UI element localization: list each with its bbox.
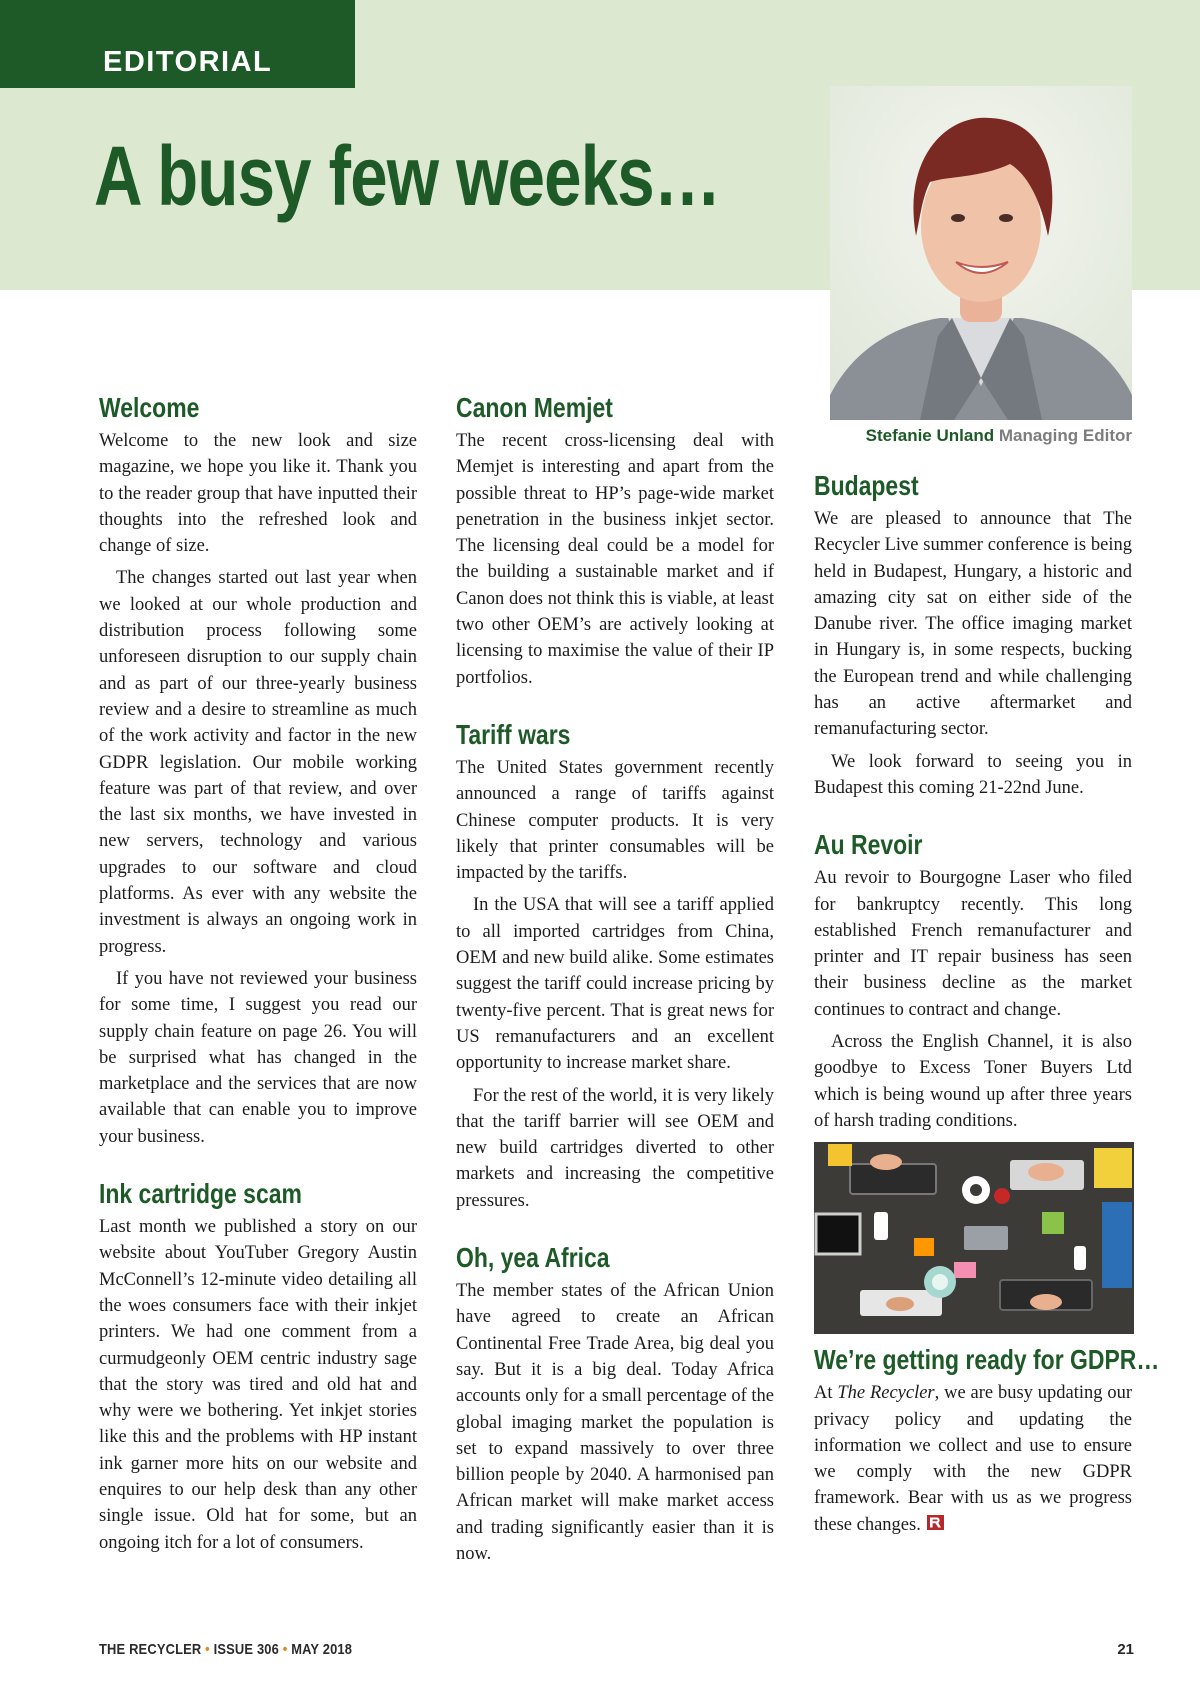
heading-africa: Oh, yea Africa xyxy=(456,1242,610,1274)
spacer xyxy=(814,807,1132,829)
footer-publication: THE RECYCLER xyxy=(99,1641,202,1658)
budapest-paragraph-2: We look forward to seeing you in Budapest this coming 21-22nd June. xyxy=(814,751,1132,798)
footer-separator: • xyxy=(282,1641,288,1658)
spacer xyxy=(456,697,774,719)
tariff-paragraph-2: In the USA that will see a tariff applied to all imported cartridges from China, OEM and new build alike. Some estimates suggest the tariff could increase pricing by twenty-five percent. That is great news for US remanufacturers and an excellent opportunity to increase market share. xyxy=(456,895,774,1074)
gdpr-paragraph xyxy=(814,1380,1132,1538)
spacer xyxy=(456,1220,774,1242)
editor-name: Stefanie Unland xyxy=(865,426,995,445)
heading-ink-scam: Ink cartridge scam xyxy=(99,1178,302,1210)
welcome-paragraph-2: The changes started out last year when we looked at our whole production and distribution process following some unforeseen disruption to our supply chain and as part of our three-yearly business review and a desire to streamline as much of the work activity and factor in the new GDPR legislation. Our mobile working feature was part of that review, and over the last six months, we have invested in new servers, technology and various upgrades to our software and cloud platforms. As ever with any website the investment is always an ongoing work in progress. xyxy=(99,568,417,957)
gdpr-body: , we are busy updating our privacy policy and updating the information we collect and use to ensure we comply with the new GDPR framework. Bear with us as we progress these changes. xyxy=(814,1383,1132,1535)
heading-gdpr: We’re getting ready for GDPR… xyxy=(814,1344,1160,1376)
heading-canon: Canon Memjet xyxy=(456,392,613,423)
heading-budapest: Budapest xyxy=(814,470,919,501)
africa-paragraph-1: The member states of the African Union have agreed to create an African Continental Free Trade Area, big deal you say. But it is a big deal. Today Africa accounts only for a small percentage of the global imaging market the population is set to expand massively to over three billion people by 2040. A harmonised pan African market will make market access and trading significantly easier than it is now. xyxy=(456,1281,774,1564)
heading-welcome: Welcome xyxy=(99,392,200,423)
tariff-paragraph-1: The United States government recently announced a range of tariffs against Chinese computer products. It is very likely that printer consumables will be impacted by the tariffs. xyxy=(456,757,774,884)
heading-tariff: Tariff wars xyxy=(456,718,571,750)
portrait-caption xyxy=(790,426,1132,446)
office-desk-illustration xyxy=(814,1142,1134,1334)
revoir-paragraph-1: Au revoir to Bourgogne Laser who filed for bankruptcy recently. This long established French remanufacturer and printer and IT repair business has seen their business decline as the market continues to contract and change. xyxy=(814,868,1132,1020)
footer-date: MAY 2018 xyxy=(291,1641,353,1658)
revoir-paragraph-2: Across the English Channel, it is also goodbye to Excess Toner Buyers Ltd which is being wound up after three years of harsh trading conditions. xyxy=(814,1032,1132,1131)
page-number: 21 xyxy=(1117,1641,1134,1658)
spacer xyxy=(99,1156,417,1178)
office-desk-photo xyxy=(814,1142,1134,1334)
budapest-paragraph-1: We are pleased to announce that The Recycler Live summer conference is being held in Budapest, Hungary, a historic and amazing city sat on either side of the Danube river. The office imaging market in Hungary is, in some respects, bucking the European trend and while challenging has an active aftermarket and remanufacturing sector. xyxy=(814,509,1132,740)
column-middle xyxy=(456,392,774,1573)
canon-paragraph-1: The recent cross-licensing deal with Memjet is interesting and apart from the possible threat to HP’s page-wide market penetration in the business inkjet sector. The licensing deal could be a model for the building a sustainable market and if Canon does not think this is viable, at least two other OEM’s are actively looking at licensing to maximise the value of their IP portfolios. xyxy=(456,431,774,688)
gdpr-lead: At xyxy=(814,1383,838,1404)
column-right xyxy=(814,470,1160,1545)
welcome-paragraph-1: Welcome to the new look and size magazine, we hope you like it. Thank you to the reader group that have inputted their thoughts into the refreshed look and change of size. xyxy=(99,431,417,557)
footer-publication-line xyxy=(99,1641,352,1658)
tariff-paragraph-3: For the rest of the world, it is very likely that the tariff barrier will see OEM and new build cartridges diverted to other markets and increasing the competitive pressures. xyxy=(456,1085,774,1211)
section-tab xyxy=(0,0,355,88)
editor-portrait xyxy=(830,86,1132,420)
section-label: EDITORIAL xyxy=(103,46,273,78)
footer-issue: ISSUE 306 xyxy=(213,1641,279,1658)
recycler-logo-icon xyxy=(927,1512,944,1538)
ink-scam-paragraph-1: Last month we published a story on our website about YouTuber Gregory Austin McConnell’s 12-minute video detailing all the woes consumers face with their inkjet printers. We had one comment from a curmudgeonly OEM centric industry sage that the story was tired and old hat and why were we bothering. Yet inkjet stories like this and the problems with HP instant ink garner more hits on our website and enquires to our help desk than any other single issue. Old hat for some, but an ongoing itch for a lot of consumers. xyxy=(99,1217,417,1553)
gdpr-publication: The Recycler xyxy=(837,1383,935,1404)
portrait-illustration xyxy=(830,86,1132,420)
column-left xyxy=(99,392,417,1562)
footer-separator: • xyxy=(205,1641,210,1658)
editor-role: Managing Editor xyxy=(998,426,1132,445)
welcome-paragraph-3: If you have not reviewed your business for some time, I suggest you read our supply chain feature on page 26. You will be surprised what has changed in the marketplace and the services that are now available that can enable you to improve your business. xyxy=(99,968,417,1147)
page-title: A busy few weeks… xyxy=(94,129,721,223)
heading-au-revoir: Au Revoir xyxy=(814,829,923,861)
